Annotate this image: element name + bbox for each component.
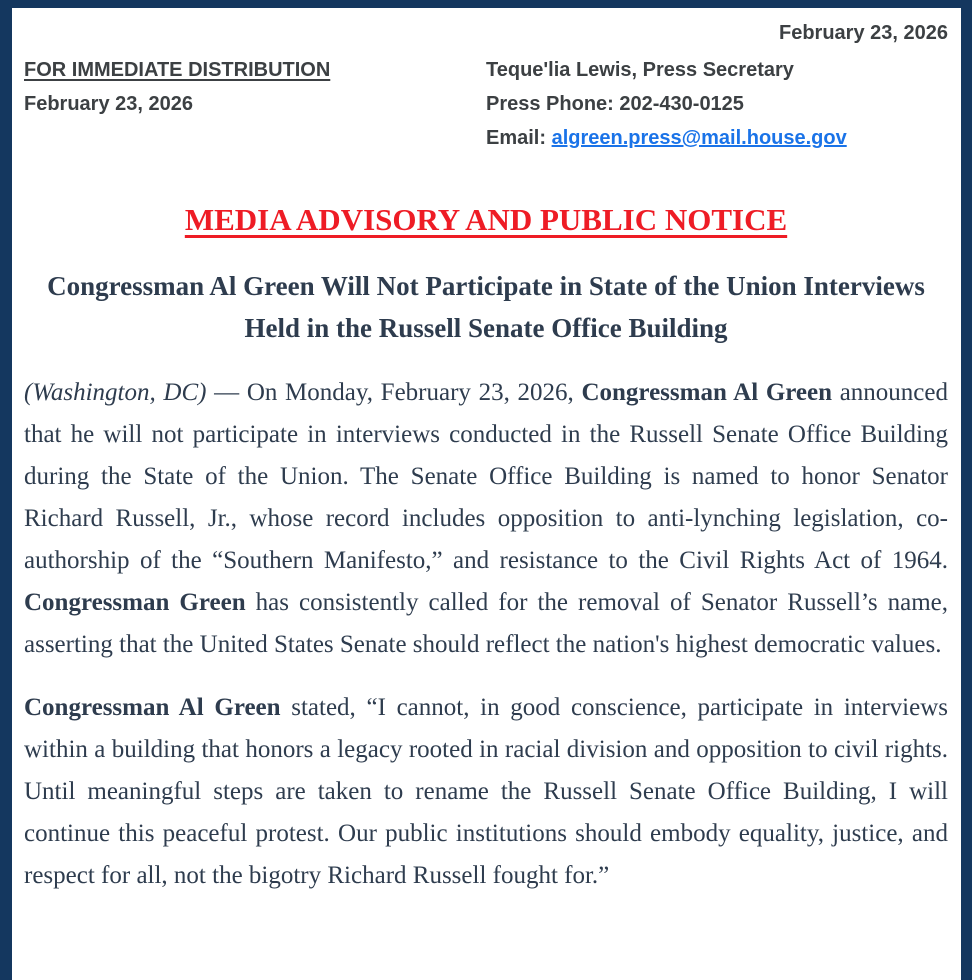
congressman-name-bold: Congressman Green xyxy=(24,589,246,616)
headline-line-1: Congressman Al Green Will Not Participate in State of the Union Interviews xyxy=(47,271,925,301)
email-link[interactable]: algreen.press@mail.house.gov xyxy=(551,127,847,149)
headline xyxy=(24,265,948,349)
release-date-left: February 23, 2026 xyxy=(24,93,193,115)
media-advisory-heading: MEDIA ADVISORY AND PUBLIC NOTICE xyxy=(184,202,788,237)
header-columns xyxy=(24,58,948,160)
dateline: (Washington, DC) xyxy=(24,379,207,406)
congressman-name-bold: Congressman Al Green xyxy=(581,379,833,406)
paragraph-1-text: announced that he will not participate in interviews conducted in the Russell Senate Office Building during the State of the Union. The Senate Office Building is named to honor Senator Richard Russell, Jr., whose record includes opposition to anti-lynching legislation, co-authorship of the “Southern Manifesto,” and resistance to the Civil Rights Act of 1964. xyxy=(24,379,948,574)
press-phone-line: Press Phone: 202-430-0125 xyxy=(486,93,744,115)
header-left-column xyxy=(24,58,486,160)
distribution-label: FOR IMMEDIATE DISTRIBUTION xyxy=(24,59,331,81)
press-secretary-line: Teque'lia Lewis, Press Secretary xyxy=(486,59,794,81)
press-release-header xyxy=(24,21,948,160)
paragraph-2-text: stated, “I cannot, in good conscience, participate in interviews within a building that honors a legacy rooted in racial division and opposition to civil rights. Until meaningful steps are taken to rename the Russell Senate Office Building, I will continue this peaceful protest. Our public institutions should embody equality, justice, and respect for all, not the bigotry Richard Russell fought for.” xyxy=(24,694,948,889)
congressman-name-bold: Congressman Al Green xyxy=(24,694,281,721)
paragraph-1-text: — On Monday, February 23, 2026, xyxy=(206,379,582,406)
headline-line-2: Held in the Russell Senate Office Building xyxy=(244,313,728,343)
release-date-top-right: February 23, 2026 xyxy=(779,22,948,44)
email-label: Email: xyxy=(486,127,552,149)
paragraph-1 xyxy=(24,372,948,666)
paragraph-1-text: has consistently called for the removal of Senator Russell’s name, asserting that the United States Senate should reflect the nation's highest democratic values. xyxy=(24,589,948,658)
paragraph-2 xyxy=(24,687,948,897)
header-contact-column xyxy=(486,58,948,160)
email-line xyxy=(486,126,948,150)
